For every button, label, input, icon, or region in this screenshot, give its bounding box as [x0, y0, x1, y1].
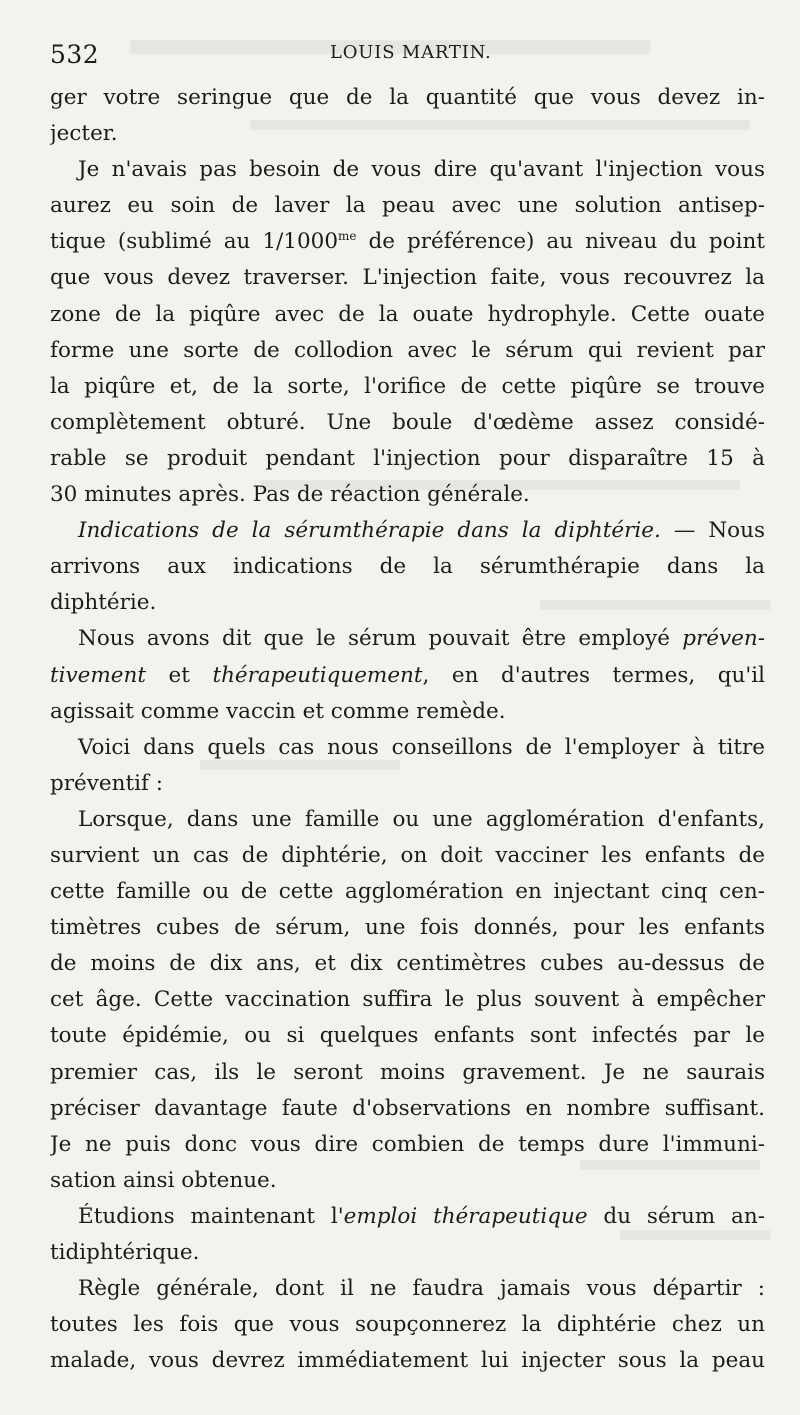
text-line [50, 477, 765, 513]
running-head: LOUIS MARTIN. [330, 42, 492, 63]
text-segment: Je n'avais pas besoin de vous dire qu'avant l'injection vous [78, 157, 765, 183]
text-segment: cet âge. Cette vaccination suffira le plus souvent à empêcher [50, 987, 765, 1013]
text-line [50, 1163, 765, 1199]
text-segment: — Nous [660, 518, 765, 544]
text-segment: Lorsque, dans une famille ou une agglomération d'enfants, [78, 806, 765, 832]
text-line [50, 658, 765, 694]
text-line [50, 1199, 765, 1235]
text-segment: malade, vous devrez immédiatement lui injecter sous la peau [50, 1348, 765, 1374]
text-segment: du sérum an- [587, 1203, 765, 1229]
italic-text: Indications de la sérumthérapie dans la diphtérie. [78, 518, 661, 544]
text-segment: sation ainsi obtenue. [50, 1167, 277, 1193]
text-segment: ger votre seringue que de la quantité que vous devez in- [50, 85, 765, 110]
text-segment: premier cas, ils le seront moins gravement. Je ne saurais [50, 1059, 765, 1085]
text-line [50, 766, 765, 802]
text-segment: agissait comme vaccin et comme remède. [50, 698, 506, 724]
text-segment: de préférence) au niveau du point [356, 229, 765, 255]
text-line [50, 1343, 765, 1379]
italic-text: préven- [682, 626, 765, 652]
text-segment: aurez eu soin de laver la peau avec une solution antisep- [50, 193, 765, 219]
text-segment: Règle générale, dont il ne faudra jamais vous départir : [78, 1276, 765, 1302]
text-segment: , en d'autres termes, qu'il [422, 662, 765, 688]
text-segment: la piqûre et, de la sorte, l'orifice de cette piqûre se trouve [50, 373, 765, 399]
text-line [50, 694, 765, 730]
text-segment: que vous devez traverser. L'injection faite, vous recouvrez la [50, 265, 765, 291]
text-segment: cette famille ou de cette agglomération en injectant cinq cen- [50, 879, 765, 905]
text-line [50, 152, 765, 188]
text-segment: Nous avons dit que le sérum pouvait être employé [78, 626, 683, 652]
text-line [50, 910, 765, 946]
body-text [50, 80, 765, 1379]
text-line [50, 405, 765, 441]
text-line [50, 1127, 765, 1163]
text-line [50, 224, 765, 260]
text-line [50, 585, 765, 621]
text-segment: Étudions maintenant l' [78, 1203, 344, 1229]
text-segment: survient un cas de diphtérie, on doit vacciner les enfants de [50, 842, 765, 868]
superscript: me [338, 229, 357, 244]
text-segment: tidiphtérique. [50, 1240, 200, 1265]
text-segment: 30 minutes après. Pas de réaction générale. [50, 482, 530, 508]
text-line [50, 802, 765, 838]
text-line [50, 982, 765, 1018]
text-line [50, 297, 765, 333]
text-line [50, 369, 765, 405]
text-line [50, 1055, 765, 1091]
text-segment: zone de la piqûre avec de la ouate hydrophyle. Cette ouate [50, 301, 765, 327]
text-segment: arrivons aux indications de la sérumthérapie dans la [50, 554, 765, 580]
text-segment: de moins de dix ans, et dix centimètres cubes au-dessus de [50, 951, 765, 977]
text-segment: et [145, 662, 213, 688]
text-segment: rable se produit pendant l'injection pour disparaître 15 à [50, 445, 765, 471]
italic-text: tivement [50, 662, 146, 688]
text-line [50, 1235, 765, 1271]
text-line [50, 838, 765, 874]
text-line [50, 188, 765, 224]
page-header [50, 36, 765, 68]
text-segment: diphtérie. [50, 590, 157, 616]
text-segment: forme une sorte de collodion avec le sérum qui revient par [50, 337, 765, 363]
text-line [50, 946, 765, 982]
text-line [50, 1018, 765, 1054]
text-line [50, 1271, 765, 1307]
text-segment: timètres cubes de sérum, une fois donnés, pour les enfants [50, 915, 765, 941]
text-line [50, 513, 765, 549]
text-line [50, 80, 765, 116]
text-segment: toutes les fois que vous soupçonnerez la diphtérie chez un [50, 1312, 765, 1338]
text-line [50, 441, 765, 477]
page-number: 532 [50, 40, 100, 69]
text-line [50, 621, 765, 657]
text-segment: Je ne puis donc vous dire combien de temps dure l'immuni- [50, 1131, 765, 1157]
text-line [50, 116, 765, 152]
text-segment: jecter. [50, 121, 118, 147]
text-line [50, 874, 765, 910]
text-line [50, 549, 765, 585]
text-line [50, 1307, 765, 1343]
text-line [50, 730, 765, 766]
text-segment: tique (sublimé au 1/1000 [50, 229, 339, 255]
text-segment: Voici dans quels cas nous conseillons de l'employer à titre [78, 734, 765, 760]
text-segment: préciser davantage faute d'observations en nombre suffisant. [50, 1095, 765, 1121]
italic-text: emploi thérapeutique [343, 1203, 588, 1229]
text-line [50, 260, 765, 296]
text-segment: toute épidémie, ou si quelques enfants sont infectés par le [50, 1023, 765, 1049]
text-segment: complètement obturé. Une boule d'œdème assez considé- [50, 409, 765, 435]
text-segment: préventif : [50, 770, 164, 796]
text-line [50, 1091, 765, 1127]
text-line [50, 333, 765, 369]
italic-text: thérapeutiquement [212, 662, 423, 688]
